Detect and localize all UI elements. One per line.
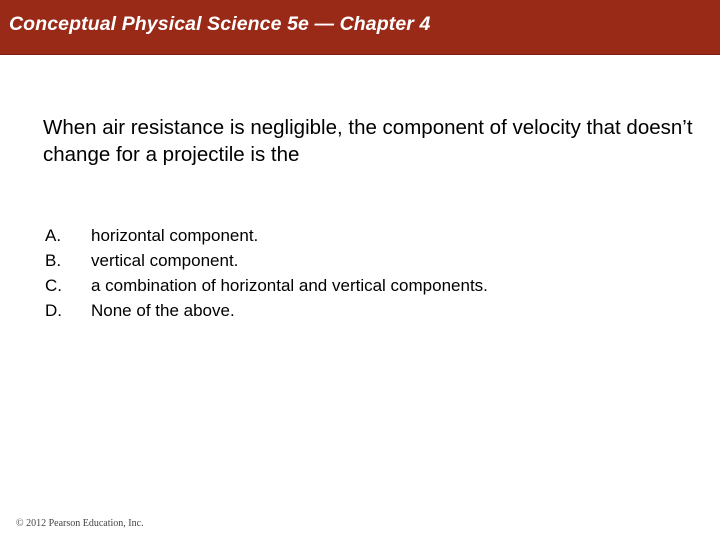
option-text: None of the above. — [91, 301, 235, 320]
header-bar — [0, 0, 720, 55]
option-text: a combination of horizontal and vertical components. — [91, 276, 488, 295]
option-text: horizontal component. — [91, 226, 259, 245]
answer-option-d — [45, 298, 665, 323]
option-letter: A. — [45, 226, 62, 245]
copyright-notice: © 2012 Pearson Education, Inc. — [16, 518, 144, 529]
answer-options-list — [45, 223, 665, 323]
option-letter: C. — [45, 276, 62, 295]
answer-option-a — [45, 223, 665, 248]
option-letter: B. — [45, 251, 62, 270]
answer-option-b — [45, 248, 665, 273]
answer-option-c — [45, 273, 665, 298]
option-text: vertical component. — [91, 251, 239, 270]
slide-title: Conceptual Physical Science 5e — Chapter 4 — [9, 13, 431, 35]
question-text: When air resistance is negligible, the component of velocity that doesn’t change for a projectile is the — [43, 116, 693, 166]
option-letter: D. — [45, 301, 62, 320]
